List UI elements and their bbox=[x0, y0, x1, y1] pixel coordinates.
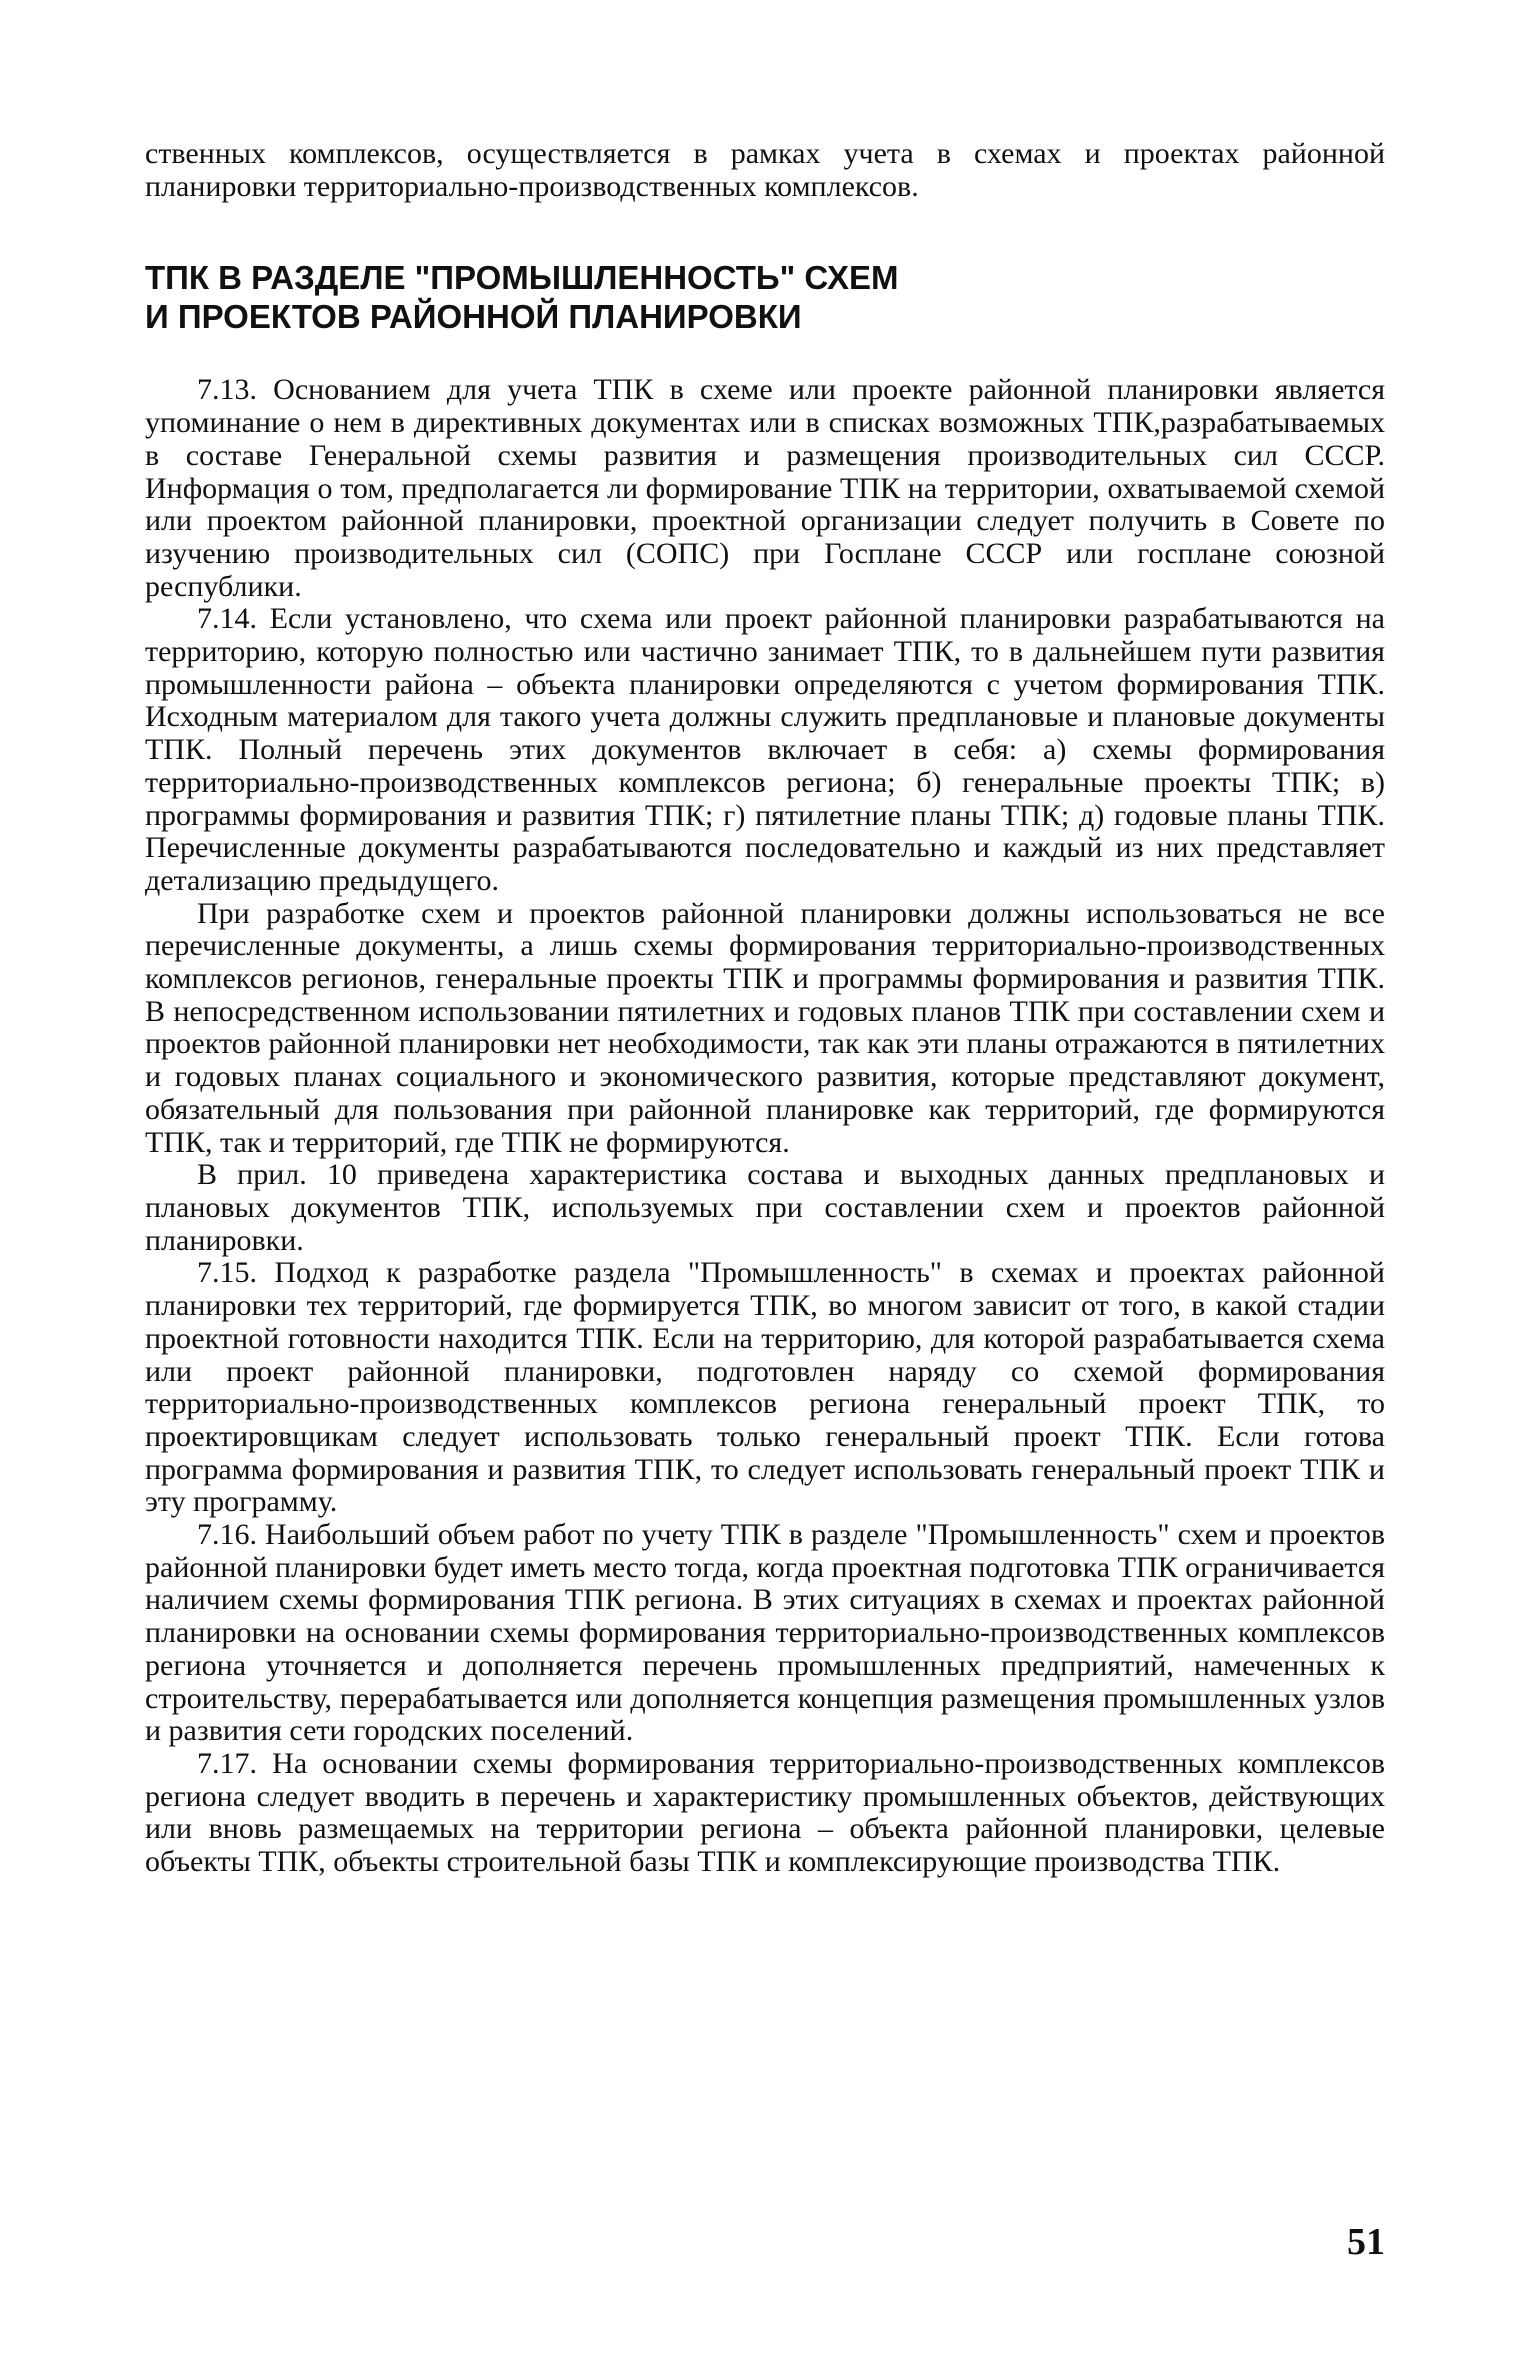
paragraph-appendix-10: В прил. 10 приведена характеристика состава и выходных данных предплановых и плановых документов ТПК, используемых при составлении схем и проектов районной планировки. bbox=[145, 1158, 1385, 1257]
section-heading-line-2: И ПРОЕКТОВ РАЙОННОЙ ПЛАНИРОВКИ bbox=[145, 298, 802, 336]
paragraph-7-13: 7.13. Основанием для учета ТПК в схеме или проекте районной планировки является упоминание о нем в директивных документах или в списках возможных ТПК,разрабатываемых в составе Генеральной схемы развития и размещения производительных сил СССР. Информация о том, предполагается ли формирование ТПК на территории, охватываемой схемой или проектом районной планировки, проектной организации следует получить в Совете по изучению производительных сил (СОПС) при Госплане СССР или госплане союзной республики. bbox=[145, 373, 1385, 603]
page-number: 51 bbox=[1347, 2221, 1385, 2263]
paragraph-7-17: 7.17. На основании схемы формирования территориально-производственных комплексов региона следует вводить в перечень и характеристику промышленных объектов, действующих или вновь размещаемых на территории региона – объекта районной планировки, целевые объекты ТПК, объекты строительной базы ТПК и комплексирующие производства ТПК. bbox=[145, 1746, 1385, 1879]
paragraph-7-16: 7.16. Наибольший объем работ по учету ТПК в разделе "Промышленность" схем и проектов районной планировки будет иметь место тогда, когда проектная подготовка ТПК ограничивается наличием схемы формирования ТПК региона. В этих ситуациях в схемах и проектах районной планировки на основании схемы формирования территориально-производственных комплексов региона уточняется и дополняется перечень промышленных предприятий, намеченных к строительству, перерабатывается или дополняется концепция размещения промышленных узлов и развития сети городских поселений. bbox=[145, 1518, 1385, 1748]
intro-paragraph: ственных комплексов, осуществляется в рамках учета в схемах и проектах районной планировки территориально-производственных комплексов. bbox=[145, 137, 1385, 203]
document-page bbox=[145, 138, 1385, 1879]
paragraph-7-14: 7.14. Если установлено, что схема или проект районной планировки разрабатываются на территорию, которую полностью или частично занимает ТПК, то в дальнейшем пути развития промышленности района – объекта планировки определяются с учетом формирования ТПК. Исходным материалом для такого учета должны служить предплановые и плановые документы ТПК. Полный перечень этих документов включает в себя: а) схемы формирования территориально-производственных комплексов региона; б) генеральные проекты ТПК; в) программы формирования и развития ТПК; г) пятилетние планы ТПК; д) годовые планы ТПК. Перечисленные документы разрабатываются последовательно и каждый из них представляет детализацию предыдущего. bbox=[145, 602, 1385, 897]
paragraph-7-15: 7.15. Подход к разработке раздела "Промышленность" в схемах и проектах районной планировки тех территорий, где формируется ТПК, во многом зависит от того, в какой стадии проектной готовности находится ТПК. Если на территорию, для которой разрабатывается схема или проект районной планировки, подготовлен наряду со схемой формирования территориально-производственных комплексов региона генеральный проект ТПК, то проектировщикам следует использовать только генеральный проект ТПК. Если готова программа формирования и развития ТПК, то следует использовать генеральный проект ТПК и эту программу. bbox=[145, 1256, 1385, 1519]
section-heading-line-1: ТПК В РАЗДЕЛЕ "ПРОМЫШЛЕННОСТЬ" СХЕМ bbox=[145, 259, 899, 297]
paragraph-development: При разработке схем и проектов районной планировки должны использоваться не все перечисленные документы, а лишь схемы формирования территориально-производственных комплексов регионов, генеральные проекты ТПК и программы формирования и развития ТПК. В непосредственном использовании пятилетних и годовых планов ТПК при составлении схем и проектов районной планировки нет необходимости, так как эти планы отражаются в пятилетних и годовых планах социального и экономического развития, которые представляют документ, обязательный для пользования при районной планировке как территорий, где формируются ТПК, так и территорий, где ТПК не формируются. bbox=[145, 896, 1385, 1159]
section-heading bbox=[145, 258, 1385, 336]
